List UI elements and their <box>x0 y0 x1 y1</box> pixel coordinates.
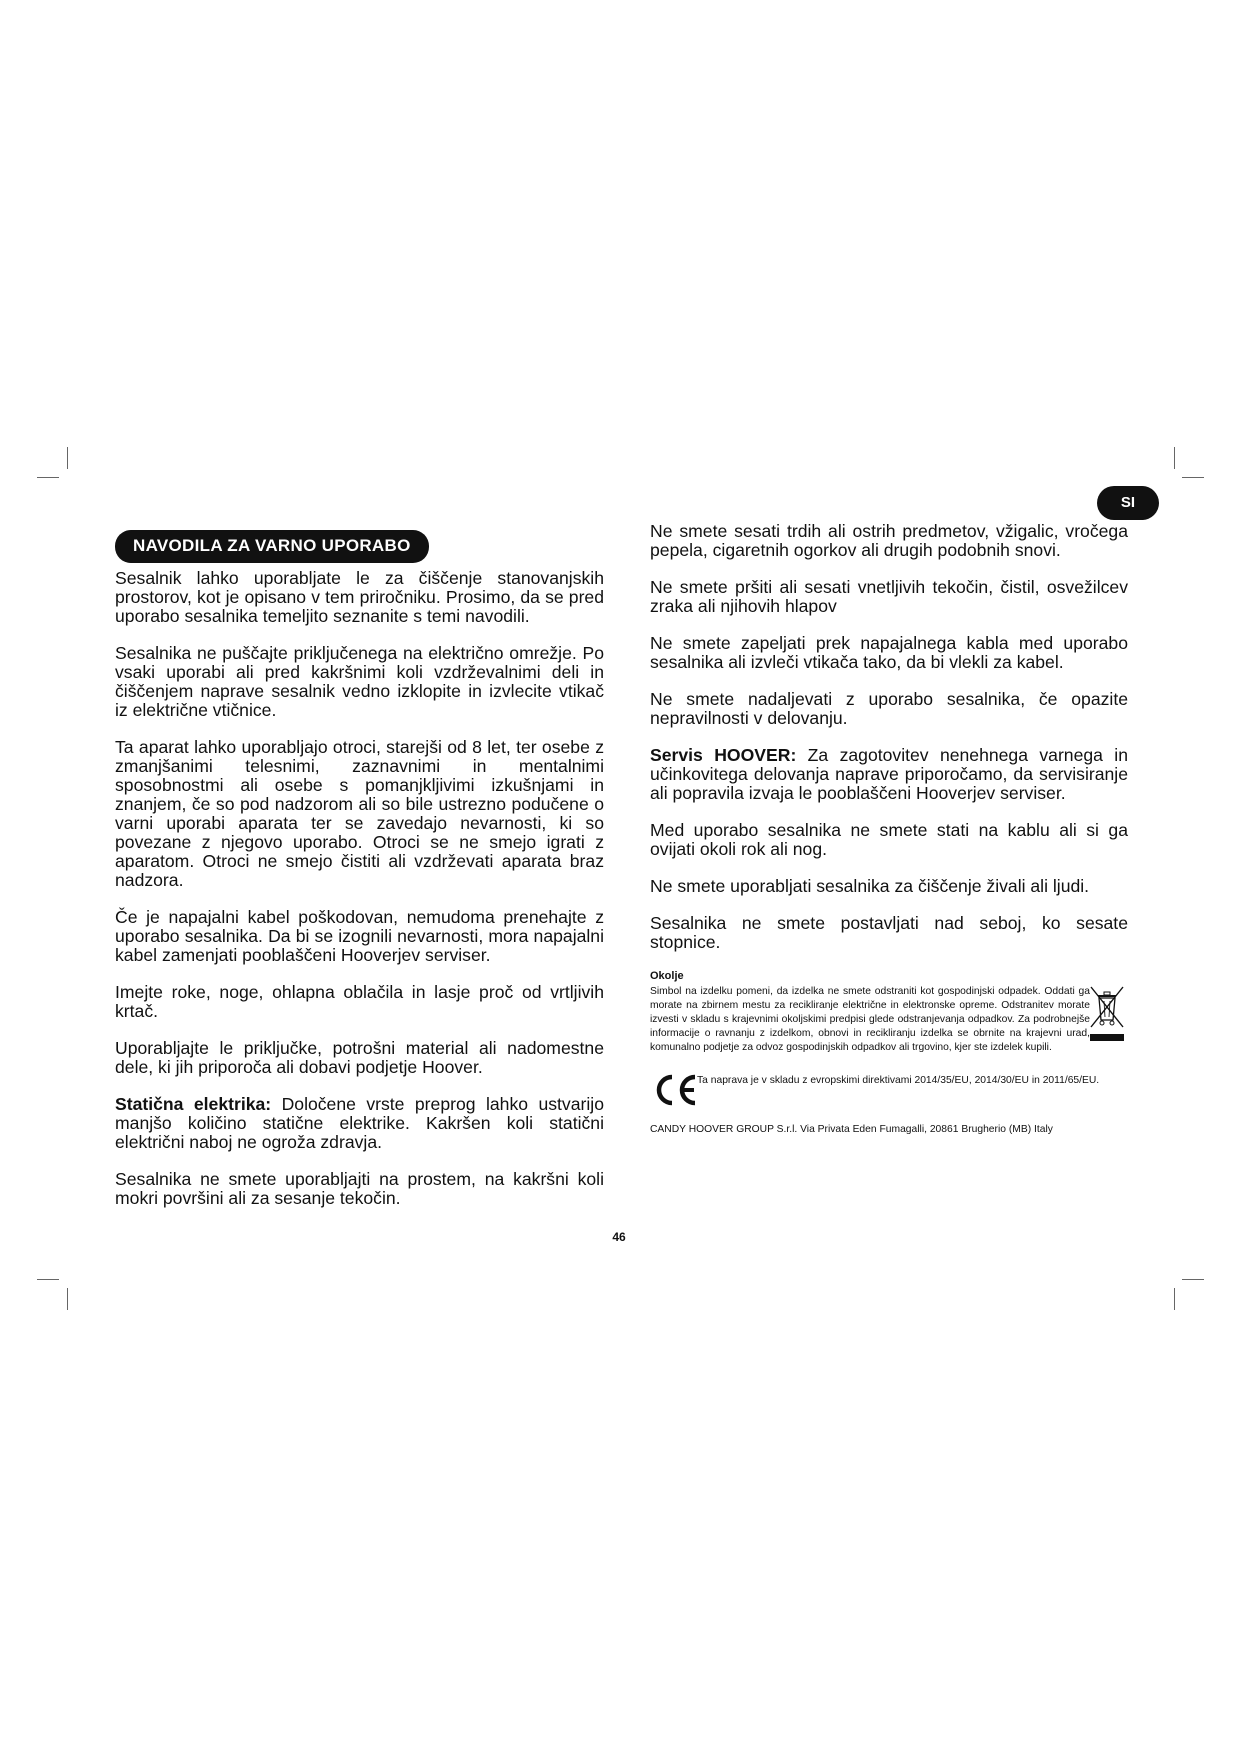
paragraph-children: Ta aparat lahko uporabljajo otroci, starejši od 8 let, ter osebe z zmanjšanimi telesnimi, zaznavnimi in mentalnimi sposobnostmi ali osebe s pomanjkljivimi izkušnjami in znanjem, če so pod nadzorom ali so bile ustrezno podučene o varni uporabi aparata ter se zavedajo nevarnosti, ki so povezane z njegovo uporabo. Otroci se ne smejo igrati z aparatom. Otroci ne smejo čistiti ali vzdrževati aparata braz nadzora. <box>115 737 604 890</box>
crop-mark-br-v <box>1174 1288 1175 1310</box>
environment-text: Simbol na izdelku pomeni, da izdelka ne smete odstraniti kot gospodinjski odpadek. Oddati ga morate na zbirnem mestu za recikliranje električne in elektronske opreme. Odstranitev morate izvesti v skladu s krajevnimi okoljskimi predpisi glede odstranjevanja odpadkov. Za podrobnejše informacije o ravnanju z izdelkom, obnovi in recikliranju izdelka se obrnite na krajevni urad, komunalno podjetje za odvoz gospodinjskih odpadkov ali trgovino, kjer ste izdelek kupili. <box>650 986 1090 1053</box>
paragraph-brushes: Imejte roke, noge, ohlapna oblačila in lasje proč od vrtljivih krtač. <box>115 982 604 1021</box>
paragraph-static-electricity <box>115 1095 604 1152</box>
crop-mark-br-h <box>1182 1279 1204 1280</box>
paragraph-unplug: Sesalnika ne puščajte priključenega na električno omrežje. Po vsaki uporabi ali pred kakršnimi koli vzdrževalnimi deli in čiščenjem naprave sesalnik vedno izklopite in izvlecite vtikač iz električne vtičnice. <box>115 643 604 720</box>
crop-mark-bl-h <box>37 1279 59 1280</box>
weee-crossed-bin-icon <box>1088 984 1126 1046</box>
paragraph-stairs: Sesalnika ne smete postavljati nad seboj, ko sesate stopnice. <box>650 913 1128 952</box>
service-label: Servis HOOVER: <box>650 745 797 765</box>
ce-compliance-text: Ta naprava je v skladu z evropskimi direktivami 2014/35/EU, 2014/30/EU in 2011/65/EU. <box>697 1074 1100 1086</box>
paragraph-accessories: Uporabljajte le priključke, potrošni material ali nadomestne dele, ki jih priporoča ali dobavi podjetje Hoover. <box>115 1038 604 1077</box>
paragraph-intro: Sesalnik lahko uporabljate le za čiščenje stanovanjskih prostorov, kot je opisano v tem priročniku. Prosimo, da se pred uporabo sesalnika temeljito seznanite s temi navodili. <box>115 568 604 626</box>
paragraph-flammable: Ne smete pršiti ali sesati vnetljivih tekočin, čistil, osvežilcev zraka ali njihovih hlapov <box>650 577 1128 616</box>
paragraph-service <box>650 746 1128 803</box>
paragraph-animals: Ne smete uporabljati sesalnika za čiščenje živali ali ljudi. <box>650 876 1090 896</box>
right-column <box>650 522 1128 1136</box>
static-electricity-text: Določene vrste preprog lahko ustvarijo manjšo količino statične elektrike. Kakršen koli statični električni naboj ne ogroža zdravja. <box>115 1094 604 1152</box>
service-text: Za zagotovitev nenehnega varnega in učinkovitega delovanja naprave priporočamo, da servisiranje ali popravila izvaja le pooblaščeni Hooverjev serviser. <box>650 745 1129 803</box>
page-number: 46 <box>612 1230 626 1244</box>
ce-mark-icon <box>652 1073 700 1107</box>
crop-mark-tr-h <box>1182 477 1204 478</box>
paragraph-malfunction: Ne smete nadaljevati z uporabo sesalnika, če opazite nepravilnosti v delovanju. <box>650 689 1128 728</box>
paragraph-hard-objects: Ne smete sesati trdih ali ostrih predmetov, vžigalic, vročega pepela, cigaretnih ogorkov ali drugih podobnih snovi. <box>650 521 1128 560</box>
paragraph-stand-on-cable: Med uporabo sesalnika ne smete stati na kablu ali si ga ovijati okoli rok ali nog. <box>650 820 1128 859</box>
crop-mark-tl-h <box>37 477 59 478</box>
environment-title: Okolje <box>650 970 684 982</box>
paragraph-cable-pull: Ne smete zapeljati prek napajalnega kabla med uporabo sesalnika ali izvleči vtikača tako, da bi vlekli za kabel. <box>650 633 1128 672</box>
section-heading: NAVODILA ZA VARNO UPORABO <box>115 530 429 563</box>
crop-mark-tl-v <box>67 447 68 469</box>
company-address: CANDY HOOVER GROUP S.r.l. Via Privata Eden Fumagalli, 20861 Brugherio (MB) Italy <box>650 1123 1053 1135</box>
crop-mark-tr-v <box>1174 447 1175 469</box>
static-electricity-label: Statična elektrika: <box>115 1094 272 1114</box>
language-badge: SI <box>1097 486 1159 520</box>
paragraph-damaged-cable: Če je napajalni kabel poškodovan, nemudoma prenehajte z uporabo sesalnika. Da bi se izognili nevarnosti, mora napajalni kabel zamenjati pooblaščeni Hooverjev serviser. <box>115 907 604 965</box>
ce-compliance-row <box>650 1071 1128 1111</box>
crop-mark-bl-v <box>67 1288 68 1310</box>
paragraph-outdoor: Sesalnika ne smete uporabljajti na prostem, na kakršni koli mokri površini ali za sesanje tekočin. <box>115 1169 604 1208</box>
left-column <box>115 530 604 1226</box>
environment-section <box>650 970 1128 1055</box>
